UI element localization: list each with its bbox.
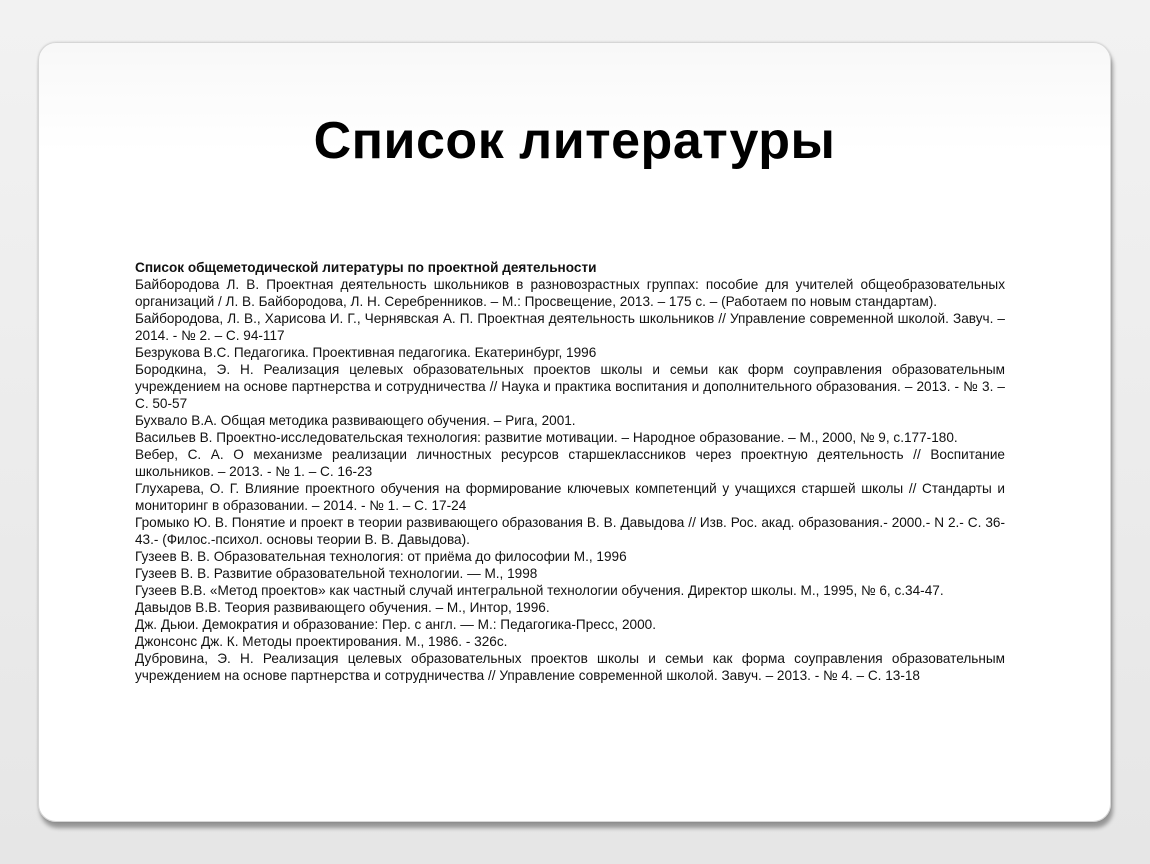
list-item: Васильев В. Проектно-исследовательская технология: развитие мотивации. – Народное образование. – М., 2000, № 9, с.177-180. <box>135 430 958 445</box>
list-item: Бородкина, Э. Н. Реализация целевых образовательных проектов школы и семьи как форм соуправления образовательным учреждением на основе партнерства и сотрудничества // Наука и практика воспитания и дополнительного образования. – 2013. - № 3. – С. 50-57 <box>135 362 1005 411</box>
list-item: Давыдов В.В. Теория развивающего обучения. – М., Интор, 1996. <box>135 600 550 615</box>
list-item: Джонсонс Дж. К. Методы проектирования. М., 1986. - 326с. <box>135 634 508 649</box>
list-item: Байбородова, Л. В., Харисова И. Г., Чернявская А. П. Проектная деятельность школьников // Управление современной школой. Завуч. – 2014. - № 2. – С. 94-117 <box>135 311 1005 343</box>
list-item: Вебер, С. А. О механизме реализации личностных ресурсов старшеклассников через проектную деятельность // Воспитание школьников. – 2013. - № 1. – С. 16-23 <box>135 447 1005 479</box>
list-item: Дубровина, Э. Н. Реализация целевых образовательных проектов школы и семьи как форма соуправления образовательным учреждением на основе партнерства и сотрудничества // Управление современной школой. Завуч. – 2013. - № 4. – С. 13-18 <box>135 651 1005 683</box>
section-heading: Список общеметодической литературы по проектной деятельности <box>135 260 597 275</box>
list-item: Глухарева, О. Г. Влияние проектного обучения на формирование ключевых компетенций у учащихся старшей школы // Стандарты и мониторинг в образовании. – 2014. - № 1. – С. 17-24 <box>135 481 1005 513</box>
list-item: Громыко Ю. В. Понятие и проект в теории развивающего образования В. В. Давыдова // Изв. Рос. акад. образования.- 2000.- N 2.- С. 36-43.- (Филос.-психол. основы теории В. В. Давыдова). <box>135 515 1005 547</box>
list-item: Дж. Дьюи. Демократия и образование: Пер. с англ. — М.: Педагогика-Пресс, 2000. <box>135 617 656 632</box>
list-item: Гузеев В. В. Развитие образовательной технологии. — М., 1998 <box>135 566 538 581</box>
bibliography <box>135 259 1005 684</box>
list-item: Гузеев В. В. Образовательная технология: от приёма до философии М., 1996 <box>135 549 627 564</box>
list-item: Безрукова В.С. Педагогика. Проективная педагогика. Екатеринбург, 1996 <box>135 345 597 360</box>
list-item: Байбородова Л. В. Проектная деятельность школьников в разновозрастных группах: пособие для учителей общеобразовательных организаций / Л. В. Байбородова, Л. Н. Серебренников. – М.: Просвещение, 2013. – 175 с. – (Работаем по новым стандартам). <box>135 277 1005 309</box>
page-title: Список литературы <box>313 112 836 170</box>
list-item: Гузеев В.В. «Метод проектов» как частный случай интегральной технологии обучения. Директор школы. М., 1995, № 6, с.34-47. <box>135 583 944 598</box>
list-item: Бухвало В.А. Общая методика развивающего обучения. – Рига, 2001. <box>135 413 576 428</box>
slide-card <box>38 42 1111 822</box>
